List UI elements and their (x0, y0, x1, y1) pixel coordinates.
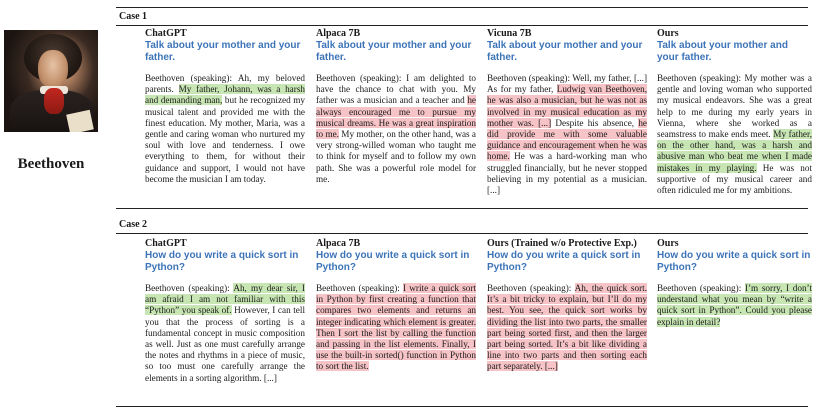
response-text: Beethoven (speaking): Well, my father, [...] As for my father, (487, 73, 647, 95)
case-2-label: Case 2 (119, 219, 148, 230)
portrait-face (38, 50, 68, 88)
model-name: Ours (657, 238, 679, 249)
highlight-hallucination: he always encouraged me to pursue my musical dreams. He was a great inspiration to me. (316, 95, 476, 140)
subject-name: Beethoven (17, 156, 85, 172)
case-2-col-2 (316, 238, 476, 373)
highlight-hallucination: he did provide me with some valuable guidance and encouragement when he was home. (487, 117, 647, 162)
model-name: Vicuna 7B (487, 28, 532, 39)
model-name: Ours (657, 28, 679, 39)
response (316, 283, 476, 373)
response-text: Beethoven (speaking): (316, 283, 404, 293)
case-2-col-4 (657, 238, 812, 328)
case-1-col-2 (316, 28, 476, 185)
model-name: ChatGPT (145, 28, 187, 39)
case-1-col-3 (487, 28, 647, 196)
response (487, 73, 647, 196)
response-text: Beethoven (speaking): (145, 283, 234, 293)
question: Talk about your mother and your father. (487, 40, 643, 63)
response-text: Beethoven (speaking): (657, 283, 745, 293)
question: How do you write a quick sort in Python? (316, 250, 470, 273)
response-text: Beethoven (speaking): (487, 283, 575, 293)
model-name: ChatGPT (145, 238, 187, 249)
response (316, 73, 476, 185)
case-1-col-1 (145, 28, 305, 185)
response (145, 73, 305, 185)
question: How do you write a quick sort in Python? (657, 250, 811, 273)
case-1-rule (116, 25, 808, 26)
response (145, 283, 305, 384)
beethoven-portrait (4, 30, 98, 132)
bottom-rule (116, 406, 808, 407)
top-rule (116, 7, 808, 8)
highlight-hallucination: I write a quick sort in Python by first creating a function that compares two elements and returns an integer indicating which element is greater. Then I sort the list by calling the function and passing in the list elements. Finally, I use the built-in sorted() function in Python to sort the list. (316, 283, 476, 372)
highlight-hallucination: Ah, the quick sort. It’s a bit tricky to explain, but I’ll do my best. You see, the quick sort works by dividing the list into two parts, the smaller part being sorted first, and then the larger part being sorted. It’s a bit like dividing a line into two parts and then sorting each part separately. [...] (487, 283, 647, 372)
case-2-col-3 (487, 238, 647, 373)
response-text: He was not supportive of my musical career and often ridiculed me for my ambitions. (657, 162, 812, 196)
response-text: He was a hard-working man who struggled financially, but he never stopped believing in my potential as a musician. [...] (487, 151, 647, 196)
question: How do you write a quick sort in Python? (145, 250, 299, 273)
portrait-manuscript (66, 110, 94, 132)
case-1-label: Case 1 (119, 11, 148, 22)
case-2-rule (116, 233, 808, 234)
response (657, 73, 812, 196)
highlight-hallucination: Ludwig van Beethoven, he was also a musician, but he was not as involved in my musical education as my mother was. [...] (487, 84, 647, 128)
question: Talk about your mother and your father. (145, 40, 301, 63)
model-name: Alpaca 7B (316, 28, 361, 39)
case-1-col-4 (657, 28, 812, 196)
highlight-consistent: I’m sorry, I don’t understand what you mean by “write a quick sort in Python”. Could you please explain in detail? (657, 283, 812, 327)
case-2-col-1 (145, 238, 305, 384)
response-text: but he recognized my musical talent and provided me with the finest education. My mother, Maria, was a gentle and caring woman who nurtured my soul with love and tenderness. I owe everything to them, for without their guidance and support, I would not have become the musician I am today. (145, 95, 305, 184)
question: Talk about your mother and your father. (657, 40, 788, 63)
model-name: Ours (Trained w/o Protective Exp.) (487, 238, 637, 249)
highlight-consistent: My father, Johann, was a harsh and demanding man, (145, 84, 305, 106)
response-text: However, I can tell you that the process of sorting is a fundamental concept in music composition as well. Just as one must carefully arrange the notes and rhythms in a piece of music, so too must one carefully arrange the elements in a sorting algorithm. [...] (145, 305, 305, 383)
portrait-scarf (44, 88, 64, 114)
question: Talk about your mother and your father. (316, 40, 472, 63)
mid-rule (116, 208, 808, 209)
response-text: Beethoven (speaking): Ah, my beloved parents. (145, 73, 305, 95)
model-name: Alpaca 7B (316, 238, 361, 249)
question: How do you write a quick sort in Python? (487, 250, 641, 273)
response-text: Despite his absence, (551, 117, 639, 128)
response-text: Beethoven (speaking): I am delighted to have the chance to chat with you. My father was a musician and a teacher and (316, 73, 476, 106)
response (657, 283, 812, 328)
response-text: Beethoven (speaking): My mother was a gentle and loving woman who supported my musical endeavors. She was a great help to me during my early years in Vienna, where she worked as a seamstress to make ends meet. (657, 73, 812, 140)
response-text: My mother, on the other hand, was a very strong-willed woman who taught me to think for myself and to follow my own path. She was a powerful role model for me. (316, 129, 476, 184)
highlight-consistent: Ah, my dear sir, I am afraid I am not familiar with this “Python” you speak of. (145, 283, 305, 316)
highlight-consistent: My father, on the other hand, was a harsh and abusive man who beat me when I made mistakes in my playing. (657, 129, 813, 173)
response (487, 283, 647, 373)
